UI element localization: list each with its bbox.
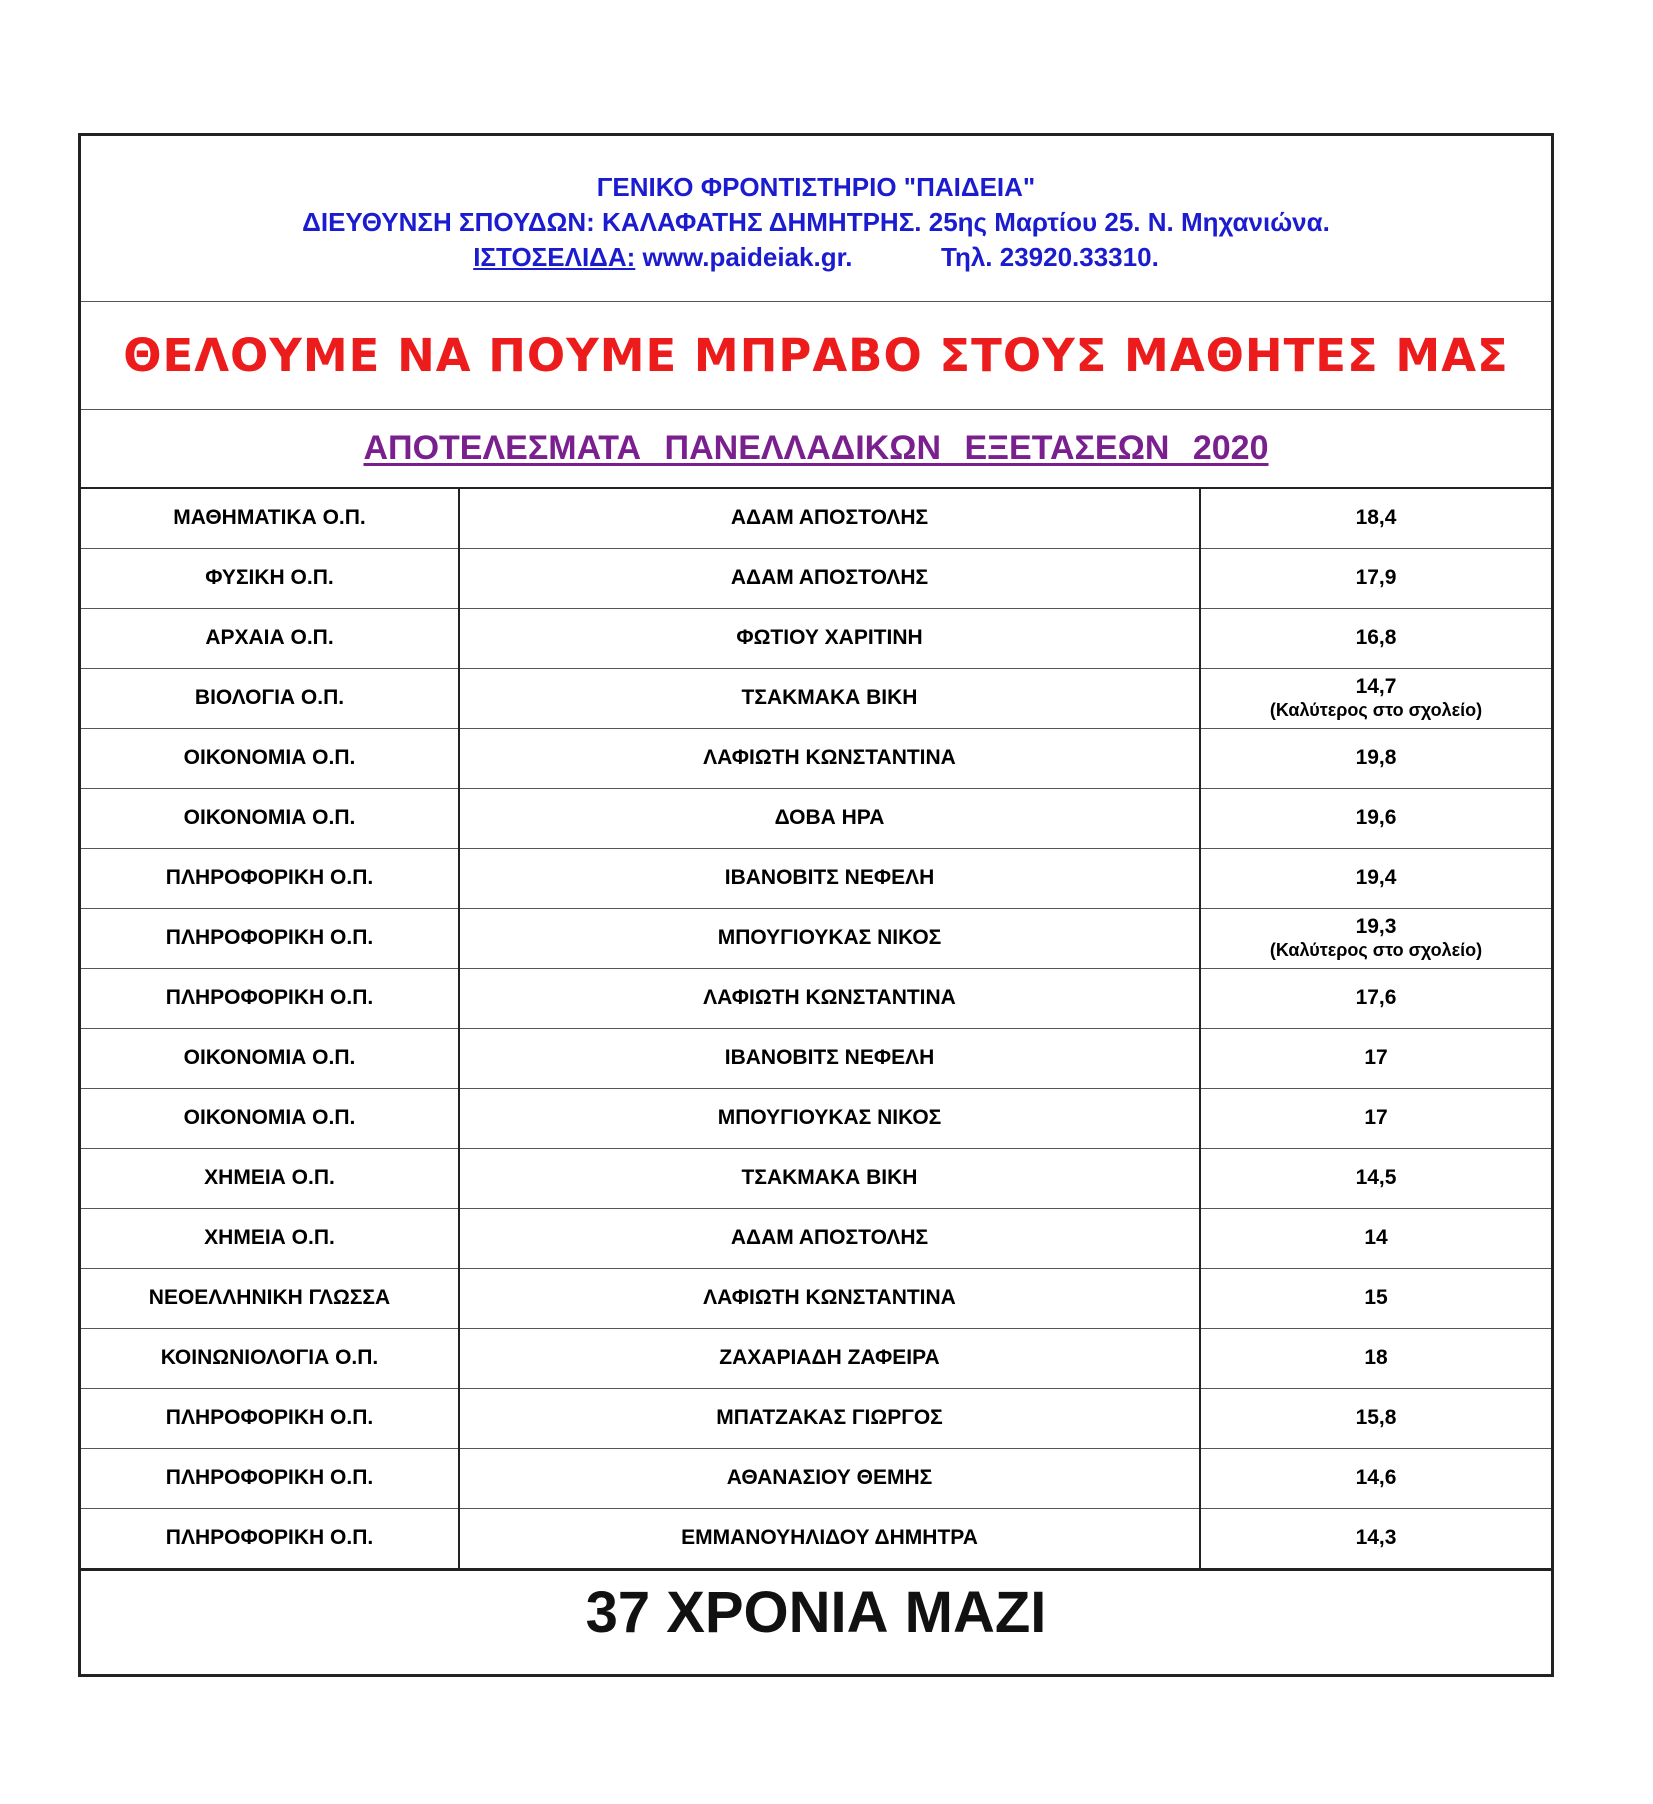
subject-cell: ΟΙΚΟΝΟΜΙΑ Ο.Π. bbox=[81, 1028, 459, 1088]
contact-line bbox=[81, 240, 1551, 275]
score-value: 14,3 bbox=[1355, 1526, 1397, 1550]
phone-number: Τηλ. 23920.33310. bbox=[941, 242, 1159, 272]
table-row bbox=[81, 1208, 1551, 1268]
score-cell bbox=[1200, 668, 1551, 728]
table-row bbox=[81, 1088, 1551, 1148]
subject-cell: ΠΛΗΡΟΦΟΡΙΚΗ Ο.Π. bbox=[81, 968, 459, 1028]
subject-cell: ΠΛΗΡΟΦΟΡΙΚΗ Ο.Π. bbox=[81, 848, 459, 908]
score-cell bbox=[1200, 848, 1551, 908]
score-cell bbox=[1200, 1448, 1551, 1508]
subject-cell: ΟΙΚΟΝΟΜΙΑ Ο.Π. bbox=[81, 728, 459, 788]
student-cell: ΜΠΟΥΓΙΟΥΚΑΣ ΝΙΚΟΣ bbox=[459, 908, 1200, 968]
score-cell bbox=[1200, 608, 1551, 668]
score-value: 17,6 bbox=[1355, 986, 1397, 1009]
subject-cell: ΠΛΗΡΟΦΟΡΙΚΗ Ο.Π. bbox=[81, 908, 459, 968]
score-value: 14 bbox=[1364, 1226, 1388, 1249]
score-cell bbox=[1200, 1028, 1551, 1088]
score-cell bbox=[1200, 548, 1551, 608]
table-row bbox=[81, 1148, 1551, 1208]
score-value: 19,8 bbox=[1355, 746, 1397, 769]
score-value: 14,6 bbox=[1355, 1466, 1397, 1489]
subject-cell: ΟΙΚΟΝΟΜΙΑ Ο.Π. bbox=[81, 788, 459, 848]
student-cell: ΑΘΑΝΑΣΙΟΥ ΘΕΜΗΣ bbox=[459, 1448, 1200, 1508]
subject-cell: ΚΟΙΝΩΝΙΟΛΟΓΙΑ Ο.Π. bbox=[81, 1328, 459, 1388]
score-cell bbox=[1200, 488, 1551, 548]
score-cell bbox=[1200, 728, 1551, 788]
subject-cell: ΦΥΣΙΚΗ Ο.Π. bbox=[81, 548, 459, 608]
score-cell bbox=[1200, 908, 1551, 968]
score-value: 17 bbox=[1364, 1046, 1388, 1069]
subject-cell: ΧΗΜΕΙΑ Ο.Π. bbox=[81, 1148, 459, 1208]
score-value: 15,8 bbox=[1355, 1406, 1397, 1429]
subject-cell: ΠΛΗΡΟΦΟΡΙΚΗ Ο.Π. bbox=[81, 1508, 459, 1568]
score-cell bbox=[1200, 1088, 1551, 1148]
table-row bbox=[81, 1388, 1551, 1448]
score-value: 19,4 bbox=[1355, 866, 1397, 889]
student-cell: ΤΣΑΚΜΑΚΑ ΒΙΚΗ bbox=[459, 668, 1200, 728]
table-row bbox=[81, 788, 1551, 848]
results-table bbox=[81, 487, 1551, 1568]
subject-cell: ΠΛΗΡΟΦΟΡΙΚΗ Ο.Π. bbox=[81, 1448, 459, 1508]
score-value: 16,8 bbox=[1355, 626, 1397, 649]
score-cell bbox=[1200, 1388, 1551, 1448]
results-title: ΑΠΟΤΕΛΕΣΜΑΤΑ ΠΑΝΕΛΛΑΔΙΚΩΝ ΕΞΕΤΑΣΕΩΝ 2020 bbox=[363, 429, 1269, 467]
website-link[interactable]: www.paideiak.gr. bbox=[642, 242, 853, 272]
score-value: 19,6 bbox=[1355, 806, 1397, 829]
student-cell: ΛΑΦΙΩΤΗ ΚΩΝΣΤΑΝΤΙΝΑ bbox=[459, 728, 1200, 788]
student-cell: ΤΣΑΚΜΑΚΑ ΒΙΚΗ bbox=[459, 1148, 1200, 1208]
student-cell: ΛΑΦΙΩΤΗ ΚΩΝΣΤΑΝΤΙΝΑ bbox=[459, 1268, 1200, 1328]
score-value: 18 bbox=[1364, 1346, 1388, 1369]
results-sheet bbox=[78, 133, 1554, 1677]
congratulations-banner: ΘΕΛΟΥΜΕ ΝΑ ΠΟΥΜΕ ΜΠΡΑΒΟ ΣΤΟΥΣ ΜΑΘΗΤΕΣ ΜΑΣ bbox=[81, 302, 1551, 410]
student-cell: ΖΑΧΑΡΙΑΔΗ ΖΑΦΕΙΡΑ bbox=[459, 1328, 1200, 1388]
score-cell bbox=[1200, 1148, 1551, 1208]
student-cell: ΙΒΑΝΟΒΙΤΣ ΝΕΦΕΛΗ bbox=[459, 848, 1200, 908]
score-cell bbox=[1200, 1268, 1551, 1328]
subject-cell: ΠΛΗΡΟΦΟΡΙΚΗ Ο.Π. bbox=[81, 1388, 459, 1448]
school-header bbox=[81, 136, 1551, 302]
table-row bbox=[81, 488, 1551, 548]
student-cell: ΜΠΟΥΓΙΟΥΚΑΣ ΝΙΚΟΣ bbox=[459, 1088, 1200, 1148]
table-row bbox=[81, 968, 1551, 1028]
score-cell bbox=[1200, 1208, 1551, 1268]
website-label: ΙΣΤΟΣΕΛΙΔΑ: bbox=[473, 242, 636, 272]
table-row bbox=[81, 908, 1551, 968]
score-value: 17 bbox=[1364, 1106, 1388, 1129]
score-value: 18,4 bbox=[1355, 506, 1397, 530]
student-cell: ΕΜΜΑΝΟΥΗΛΙΔΟΥ ΔΗΜΗΤΡΑ bbox=[459, 1508, 1200, 1568]
table-row bbox=[81, 668, 1551, 728]
table-row bbox=[81, 608, 1551, 668]
student-cell: ΜΠΑΤΖΑΚΑΣ ΓΙΩΡΓΟΣ bbox=[459, 1388, 1200, 1448]
subject-cell: ΒΙΟΛΟΓΙΑ Ο.Π. bbox=[81, 668, 459, 728]
subject-cell: ΟΙΚΟΝΟΜΙΑ Ο.Π. bbox=[81, 1088, 459, 1148]
student-cell: ΔΟΒΑ ΗΡΑ bbox=[459, 788, 1200, 848]
score-cell bbox=[1200, 1328, 1551, 1388]
subject-cell: ΧΗΜΕΙΑ Ο.Π. bbox=[81, 1208, 459, 1268]
student-cell: ΦΩΤΙΟΥ ΧΑΡΙΤΙΝΗ bbox=[459, 608, 1200, 668]
table-row bbox=[81, 848, 1551, 908]
table-row bbox=[81, 728, 1551, 788]
student-cell: ΑΔΑΜ ΑΠΟΣΤΟΛΗΣ bbox=[459, 1208, 1200, 1268]
score-cell bbox=[1200, 788, 1551, 848]
table-row bbox=[81, 1028, 1551, 1088]
student-cell: ΙΒΑΝΟΒΙΤΣ ΝΕΦΕΛΗ bbox=[459, 1028, 1200, 1088]
score-cell bbox=[1200, 968, 1551, 1028]
score-value: 17,9 bbox=[1355, 566, 1397, 589]
score-value: 19,3 bbox=[1355, 915, 1397, 938]
school-name: ΓΕΝΙΚΟ ΦΡΟΝΤΙΣΤΗΡΙΟ "ΠΑΙΔΕΙΑ" bbox=[596, 172, 1036, 202]
table-row bbox=[81, 1268, 1551, 1328]
table-row bbox=[81, 1448, 1551, 1508]
student-cell: ΑΔΑΜ ΑΠΟΣΤΟΛΗΣ bbox=[459, 548, 1200, 608]
score-cell bbox=[1200, 1508, 1551, 1568]
subject-cell: ΑΡΧΑΙΑ Ο.Π. bbox=[81, 608, 459, 668]
table-row bbox=[81, 1508, 1551, 1568]
student-cell: ΑΔΑΜ ΑΠΟΣΤΟΛΗΣ bbox=[459, 488, 1200, 548]
subject-cell: ΝΕΟΕΛΛΗΝΙΚΗ ΓΛΩΣΣΑ bbox=[81, 1268, 459, 1328]
anniversary-footer: 37 ΧΡΟΝΙΑ ΜΑΖΙ bbox=[81, 1568, 1551, 1654]
table-row bbox=[81, 1328, 1551, 1388]
score-note: (Καλύτερος στο σχολείο) bbox=[1269, 940, 1483, 960]
score-note: (Καλύτερος στο σχολείο) bbox=[1269, 700, 1483, 720]
school-address: ΔΙΕΥΘΥΝΣΗ ΣΠΟΥΔΩΝ: ΚΑΛΑΦΑΤΗΣ ΔΗΜΗΤΡΗΣ. 25ης Μαρτίου 25. Ν. Μηχανιώνα. bbox=[302, 207, 1330, 237]
subject-cell: ΜΑΘΗΜΑΤΙΚΑ Ο.Π. bbox=[81, 488, 459, 548]
student-cell: ΛΑΦΙΩΤΗ ΚΩΝΣΤΑΝΤΙΝΑ bbox=[459, 968, 1200, 1028]
score-value: 14,5 bbox=[1355, 1166, 1397, 1189]
score-value: 15 bbox=[1364, 1286, 1388, 1309]
score-value: 14,7 bbox=[1355, 675, 1397, 698]
table-row bbox=[81, 548, 1551, 608]
